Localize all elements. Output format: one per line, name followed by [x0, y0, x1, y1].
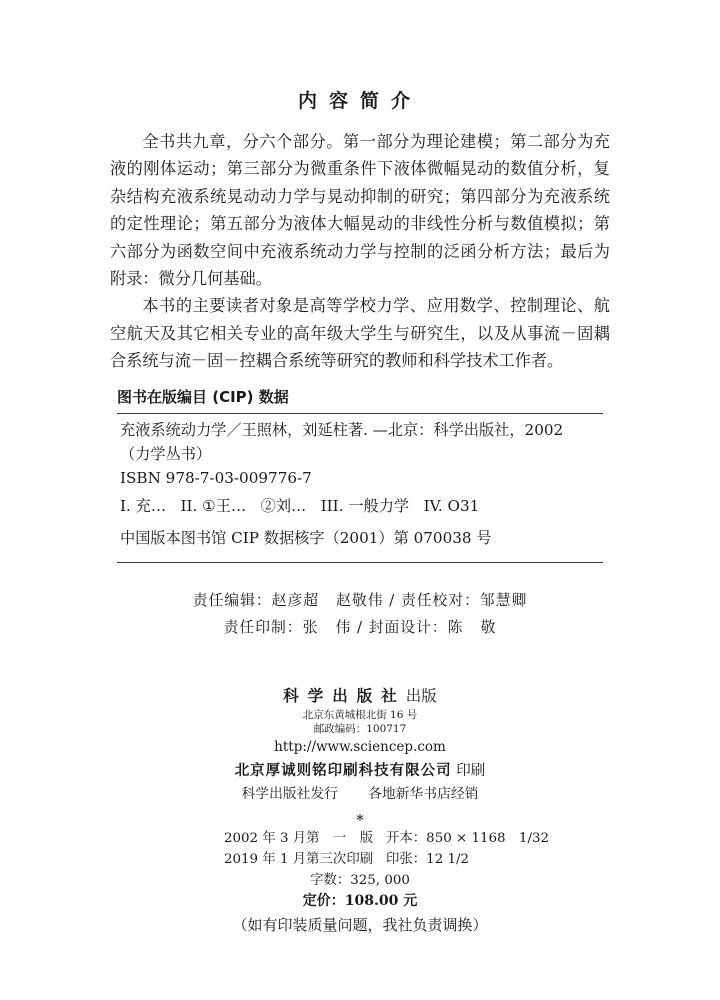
specs-row-5 [0, 915, 720, 936]
publisher-url: http://www.sciencep.com [274, 739, 446, 755]
quality-notice: （如有印装质量问题，我社负责调换） [232, 916, 488, 934]
printer-suffix: 印刷 [456, 763, 486, 779]
publisher-postcode: 邮政编码：100717 [313, 723, 407, 735]
word-count: 字数：325, 000 [310, 873, 410, 888]
format: 开本：850 × 1168 1/32 [386, 831, 550, 846]
specs-row-4 [0, 891, 720, 912]
intro-paragraph-2: 本书的主要读者对象是高等学校力学、应用数学、控制理论、航空航天及其它相关专业的高年级大学生与研究生，以及从事流－固耦合系统与流－固－控耦合系统等研究的教师和科学技术工作者。 [110, 296, 610, 371]
cip-title-line: 充液系统动力学／王照林，刘延柱著. —北京：科学出版社，2002 [120, 421, 564, 439]
publisher-name-line [0, 684, 720, 708]
price: 定价：108.00 元 [302, 893, 418, 909]
specs-row-1 [0, 828, 720, 849]
publisher-name: 科学出版社 [283, 686, 406, 705]
editors-line-2: 责任印制：张 伟 / 封面设计：陈 敬 [223, 619, 497, 636]
publisher-address: 北京东黄城根北街 16 号 [302, 709, 418, 721]
specs-block [0, 828, 720, 936]
printing: 2019 年 1 月第三次印刷 [224, 852, 374, 867]
publisher-name-suffix: 出版 [405, 687, 437, 705]
printer-line [0, 759, 720, 783]
sheets: 印张：12 1/2 [386, 852, 470, 867]
specs-row-2 [0, 849, 720, 870]
cip-bottom-rule [117, 562, 603, 563]
intro-title: 内容简介 [297, 90, 422, 112]
publisher-block [0, 684, 720, 829]
editors-line-1: 责任编辑：赵彦超 赵敬伟 / 责任校对：邹慧卿 [192, 592, 528, 609]
cip-isbn: ISBN 978-7-03-009776-7 [120, 469, 312, 487]
distribution-line [0, 783, 720, 805]
editors-block [0, 587, 720, 641]
cip-series-line: （力学丛书） [120, 445, 212, 463]
cip-block [120, 418, 610, 550]
cip-record-number: 中国版本图书馆 CIP 数据核字（2001）第 070038 号 [120, 529, 492, 547]
distributor: 科学出版社发行 [241, 786, 339, 802]
printer-name: 北京厚诚则铭印刷科技有限公司 [234, 762, 452, 779]
intro-paragraph-1: 全书共九章，分六个部分。第一部分为理论建模；第二部分为充液的刚体运动；第三部分为微重条件下液体微幅晃动的数值分析，复杂结构充液系统晃动动力学与晃动抑制的研究；第四部分为充液系统的定性理论；第五部分为液体大幅晃动的非线性分析与数值模拟；第六部分为函数空间中充液系统动力学与控制的泛函分析方法；最后为附录：微分几何基础。 [110, 132, 610, 289]
intro-text [110, 128, 610, 375]
edition: 2002 年 3 月第 一 版 [224, 831, 374, 846]
specs-row-3 [0, 870, 720, 891]
separator-star: * [356, 811, 364, 829]
cip-heading: 图书在版编目 (CIP) 数据 [117, 388, 289, 406]
sellers: 各地新华书店经销 [368, 786, 479, 802]
cip-top-rule [117, 413, 603, 414]
cip-classification: I. 充… II. ①王… ②刘… III. 一般力学 IV. O31 [120, 497, 480, 515]
